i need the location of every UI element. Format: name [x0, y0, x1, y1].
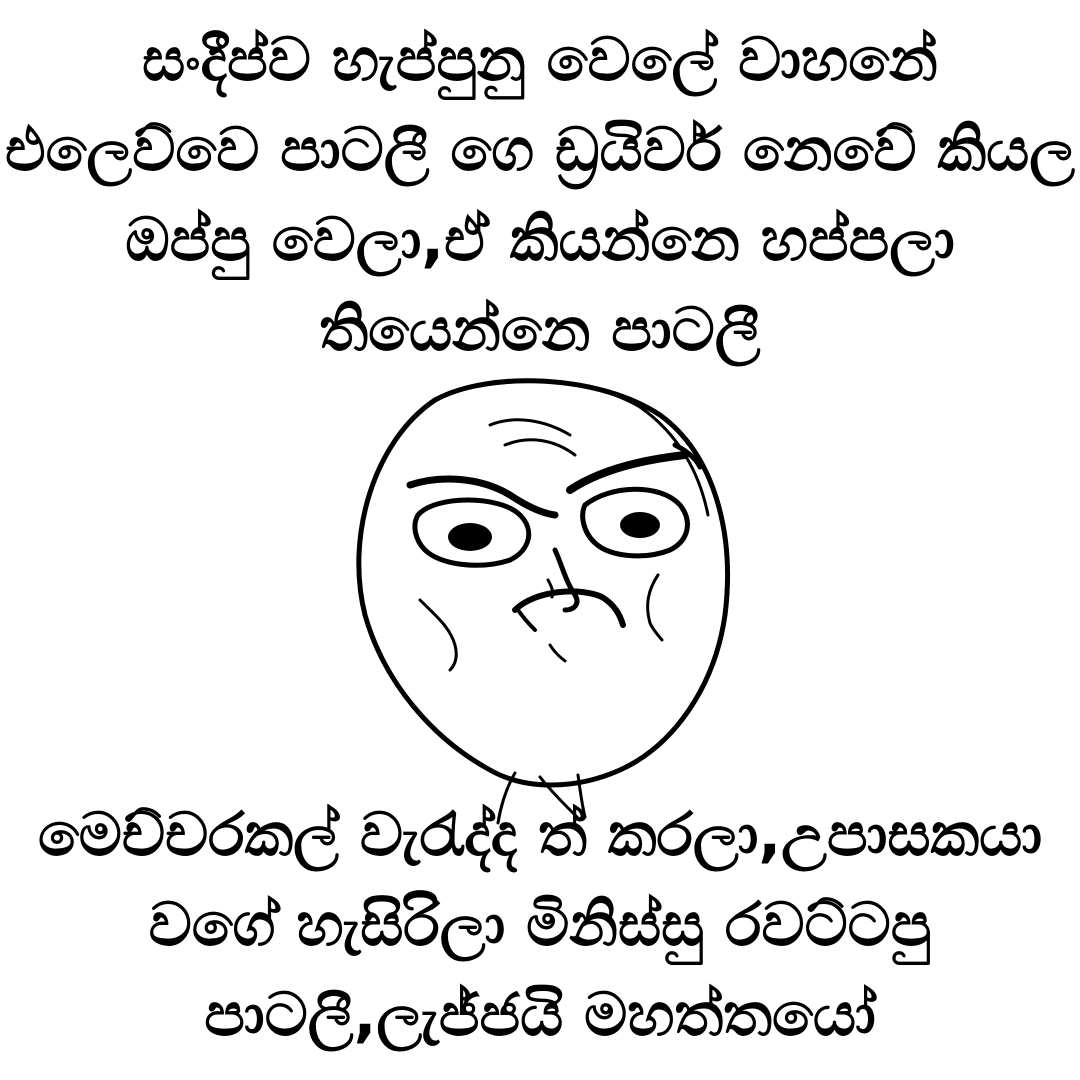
determined-rage-face-icon: [340, 365, 740, 825]
top-caption: [0, 15, 1080, 375]
bottom-caption: [0, 790, 1080, 1060]
top-caption-line-1: සංදීප්ව හැප්පුනු වෙලේ වාහනේ: [142, 25, 938, 95]
bottom-caption-line-2: වගේ හැසිරිලා මිනිස්සු රවට්ටපු: [148, 890, 932, 960]
top-caption-line-3: ඔප්පු වෙලා,ඒ කියන්නෙ හප්පලා: [125, 205, 955, 275]
bottom-caption-line-3: පාටලී,ලැජ්ජයි මහත්තයෝ: [204, 980, 876, 1050]
bottom-caption-line-1: මෙච්චරකල් වැරැද්ද ත් කරලා,උපාසකයා: [37, 800, 1043, 870]
top-caption-line-4: තියෙන්නෙ පාටලී: [319, 295, 761, 365]
top-caption-line-2: එලෙව්වෙ පාටලී ගෙ ඩ්‍රයිවර් නෙවේ කියල: [4, 115, 1076, 185]
